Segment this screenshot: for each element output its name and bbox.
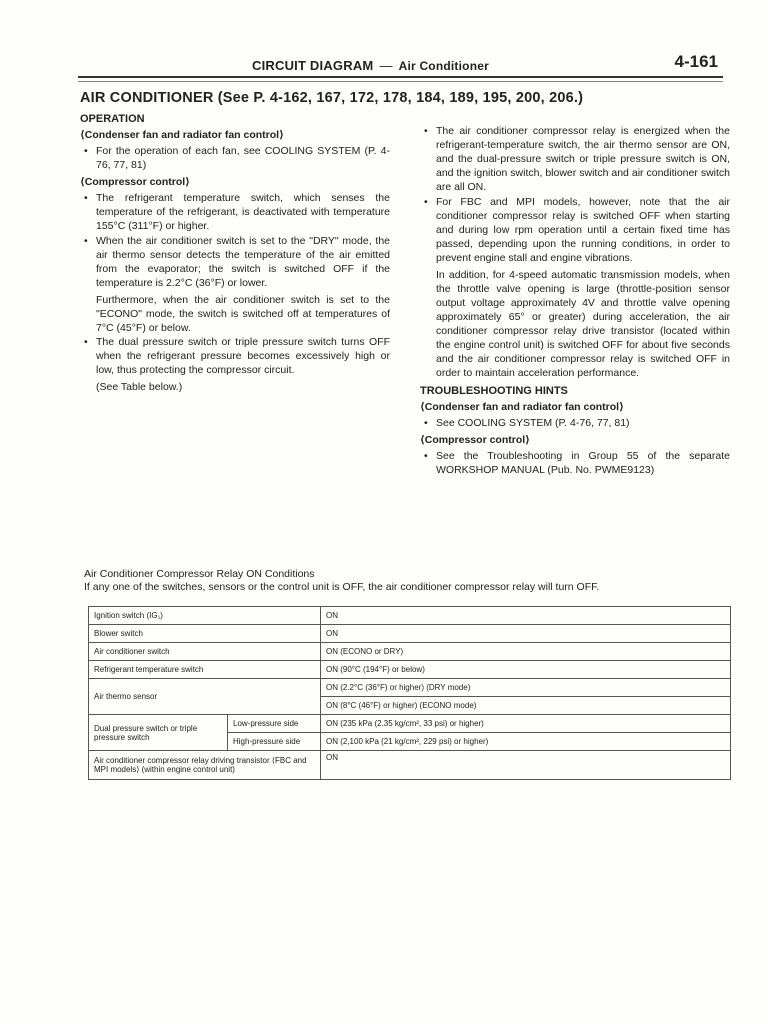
list-item: • When the air conditioner switch is set to the "DRY" mode, the air thermo sensor detects the temperature of the air emitted from the evaporator; the switch is switched OFF if the temperature is 2.2°C (36°F) or lower. <box>80 234 390 290</box>
header-title-text: CIRCUIT DIAGRAM <box>252 58 374 73</box>
table-cell: ON (ECONO or DRY) <box>321 643 731 661</box>
list-item: • For FBC and MPI models, however, note that the air conditioner compressor relay is switched OFF when starting and during low rpm operation until a certain fixed time has passed, depending upon the running conditions, in order to prevent engine stall and engine vibrations. <box>420 195 730 265</box>
table-row <box>89 715 731 733</box>
table-cell: High-pressure side <box>228 733 321 751</box>
see-table-note: (See Table below.) <box>96 381 183 393</box>
table-intro <box>84 568 734 594</box>
relay-conditions-table <box>88 606 731 780</box>
dual-pressure-list <box>80 335 390 377</box>
compressor-control-list <box>80 191 390 290</box>
fan-control-heading: ⟨Condenser fan and radiator fan control⟩ <box>80 129 284 141</box>
section-heading: AIR CONDITIONER (See P. 4-162, 167, 172, 178, 184, 189, 195, 200, 206.) <box>80 90 584 106</box>
compressor-control-heading: ⟨Compressor control⟩ <box>80 176 190 188</box>
ts-fan-list <box>420 416 730 430</box>
table-row <box>89 679 731 697</box>
header-rule <box>78 76 723 78</box>
table-title: Air Conditioner Compressor Relay ON Conditions <box>84 568 315 580</box>
table-cell: ON <box>321 607 731 625</box>
table-cell: Blower switch <box>89 625 321 643</box>
header-dash: — <box>379 58 393 73</box>
ts-fan-heading: ⟨Condenser fan and radiator fan control⟩ <box>420 401 624 413</box>
operation-heading: OPERATION <box>80 113 145 125</box>
table-cell: Refrigerant temperature switch <box>89 661 321 679</box>
table-cell: Low-pressure side <box>228 715 321 733</box>
table-cell: ON (2.2°C (36°F) or higher) (DRY mode) <box>321 679 731 697</box>
right-column <box>420 124 730 480</box>
ts-compressor-list <box>420 449 730 477</box>
list-item: • See the Troubleshooting in Group 55 of the separate WORKSHOP MANUAL (Pub. No. PWME9123) <box>420 449 730 477</box>
page-header-title <box>252 58 489 73</box>
header-subtitle: Air Conditioner <box>398 59 489 73</box>
table-row <box>89 607 731 625</box>
table-row <box>89 625 731 643</box>
table-row <box>89 751 731 780</box>
table-cell: ON <box>321 625 731 643</box>
table-cell: ON (2,100 kPa (21 kg/cm², 229 psi) or higher) <box>321 733 731 751</box>
addition-paragraph: In addition, for 4-speed automatic transmission models, when the throttle valve opening is large (throttle-position sensor output voltage approximately 4V and throttle valve opening approximately 65° or greater) during acceleration, the air conditioner compressor relay drive transistor (located within the engine control unit) is switched OFF for about five seconds and the air conditioner compressor relay is switched OFF in order to maintain acceleration performance. <box>436 269 730 379</box>
table-row <box>89 661 731 679</box>
table-note: If any one of the switches, sensors or the control unit is OFF, the air conditioner compressor relay will turn OFF. <box>84 581 600 593</box>
left-column <box>80 112 390 394</box>
page-number: 4-161 <box>674 52 718 71</box>
furthermore-paragraph: Furthermore, when the air conditioner switch is set to the "ECONO" mode, the switch is switched off at temperatures of 7°C (45°F) or below. <box>96 294 390 334</box>
table-cell: Air thermo sensor <box>89 679 321 715</box>
list-item: • The refrigerant temperature switch, which senses the temperature of the refrigerant, is deactivated with temperature 155°C (311°F) or higher. <box>80 191 390 233</box>
list-item: • The air conditioner compressor relay is energized when the refrigerant-temperature switch, the air thermo sensor are ON, and the dual-pressure switch or triple pressure switch is ON, and the ignition switch, blower switch and air conditioner switch are all ON. <box>420 124 730 194</box>
table-cell: Air conditioner compressor relay driving transistor ⟨FBC and MPI models⟩ (within engine control unit) <box>89 751 321 780</box>
table-cell: ON (8°C (46°F) or higher) (ECONO mode) <box>321 697 731 715</box>
list-item: • The dual pressure switch or triple pressure switch turns OFF when the refrigerant pressure becomes excessively high or low, thus protecting the compressor circuit. <box>80 335 390 377</box>
table-row <box>89 643 731 661</box>
table-cell: Air conditioner switch <box>89 643 321 661</box>
list-item: • For the operation of each fan, see COOLING SYSTEM (P. 4-76, 77, 81) <box>80 144 390 172</box>
header-rule-thin <box>78 81 723 82</box>
table-cell: ON <box>321 751 731 780</box>
table-cell: Ignition switch (IG₁) <box>89 607 321 625</box>
list-item: • See COOLING SYSTEM (P. 4-76, 77, 81) <box>420 416 730 430</box>
troubleshooting-heading: TROUBLESHOOTING HINTS <box>420 385 568 397</box>
ts-compressor-heading: ⟨Compressor control⟩ <box>420 434 530 446</box>
fan-control-list <box>80 144 390 172</box>
table-cell: ON (235 kPa (2.35 kg/cm², 33 psi) or higher) <box>321 715 731 733</box>
table-cell: ON (90°C (194°F) or below) <box>321 661 731 679</box>
table-cell: Dual pressure switch or triple pressure switch <box>89 715 228 751</box>
relay-list <box>420 124 730 265</box>
